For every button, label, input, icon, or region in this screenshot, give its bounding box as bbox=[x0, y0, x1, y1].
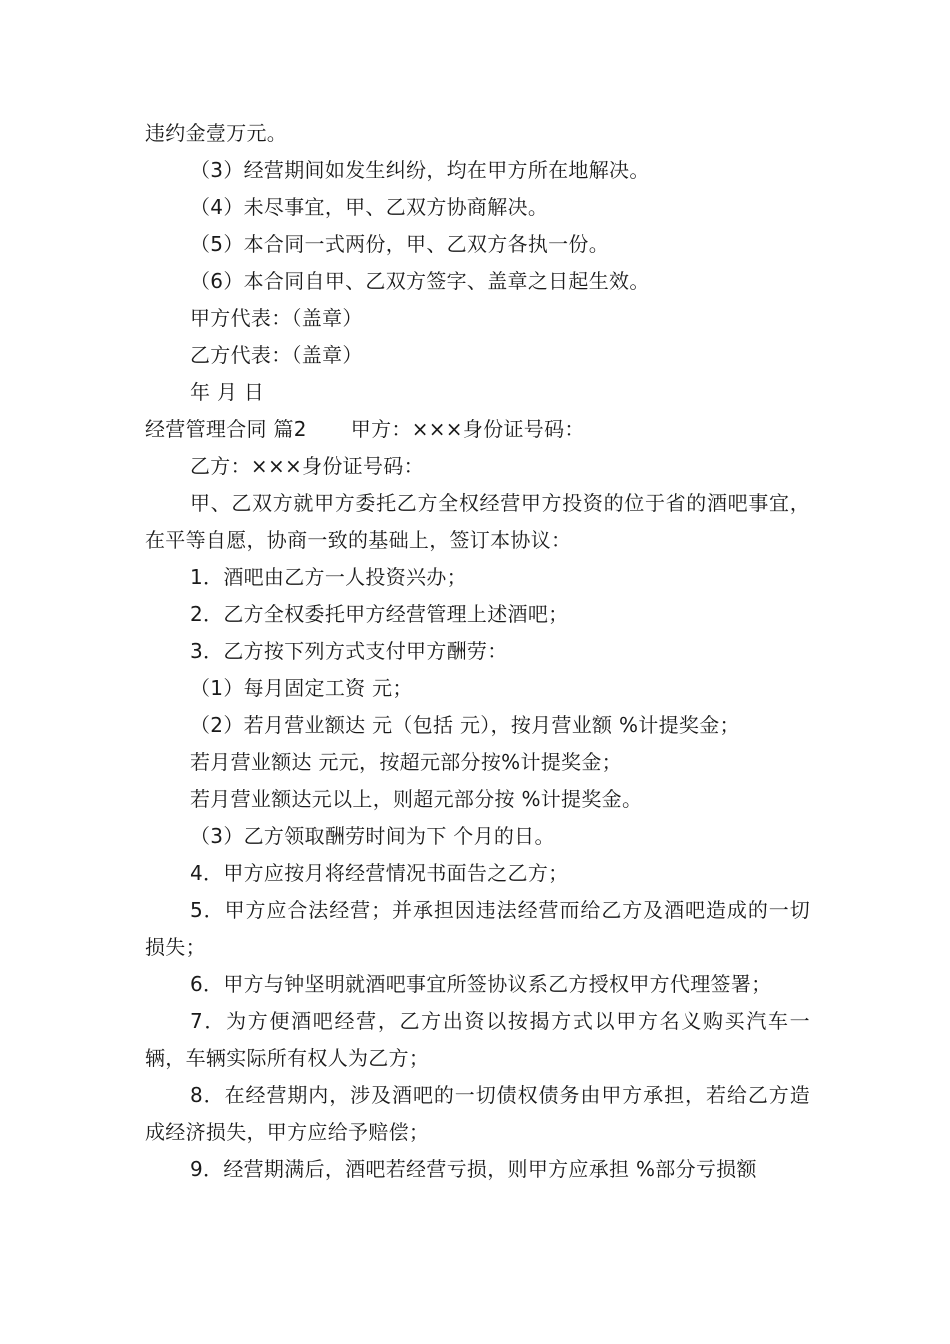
signature-party-a: 甲方代表：（盖章） bbox=[190, 306, 363, 330]
list-item: 2．乙方全权委托甲方经营管理上述酒吧； bbox=[190, 602, 569, 626]
section-title: 经营管理合同 篇2 bbox=[145, 417, 307, 441]
list-item: 若月营业额达元以上，则超元部分按 %计提奖金。 bbox=[190, 787, 643, 811]
intro-paragraph: 甲、乙双方就甲方委托乙方全权经营甲方投资的位于省的酒吧事宜，在平等自愿，协商一致的基础上，签订本协议： bbox=[145, 491, 810, 552]
signature-party-b: 乙方代表：（盖章） bbox=[190, 343, 363, 367]
list-item: （2）若月营业额达 元（包括 元），按月营业额 %计提奖金； bbox=[190, 713, 740, 737]
list-item: （1）每月固定工资 元； bbox=[190, 676, 413, 700]
signature-date: 年 月 日 bbox=[190, 380, 265, 404]
clause-line: 9．经营期满后，酒吧若经营亏损，则甲方应承担 %部分亏损额 bbox=[190, 1157, 757, 1181]
list-item: 3．乙方按下列方式支付甲方酬劳： bbox=[190, 639, 508, 663]
document-body bbox=[145, 115, 810, 1188]
clause-paragraph: 8．在经营期内，涉及酒吧的一切债权债务由甲方承担，若给乙方造成经济损失，甲方应给予赔偿； bbox=[145, 1083, 810, 1144]
party-a-field: 甲方：×××身份证号码： bbox=[350, 417, 585, 441]
clause-paragraph: 7．为方便酒吧经营，乙方出资以按揭方式以甲方名义购买汽车一辆，车辆实际所有权人为乙方； bbox=[145, 1009, 810, 1070]
list-item: （3）乙方领取酬劳时间为下 个月的日。 bbox=[190, 824, 555, 848]
list-item: 1．酒吧由乙方一人投资兴办； bbox=[190, 565, 467, 589]
list-item: 4．甲方应按月将经营情况书面告之乙方； bbox=[190, 861, 569, 885]
section-heading-line bbox=[145, 411, 810, 448]
text-line: （4）未尽事宜，甲、乙双方协商解决。 bbox=[190, 195, 549, 219]
text-line: （5）本合同一式两份，甲、乙双方各执一份。 bbox=[190, 232, 610, 256]
clause-paragraph: 5．甲方应合法经营；并承担因违法经营而给乙方及酒吧造成的一切损失； bbox=[145, 898, 810, 959]
text-line: 违约金壹万元。 bbox=[145, 121, 288, 145]
text-line: （3）经营期间如发生纠纷，均在甲方所在地解决。 bbox=[190, 158, 650, 182]
party-b-field: 乙方：×××身份证号码： bbox=[190, 454, 424, 478]
text-line: （6）本合同自甲、乙双方签字、盖章之日起生效。 bbox=[190, 269, 650, 293]
clause-line: 6．甲方与钟坚明就酒吧事宜所签协议系乙方授权甲方代理签署； bbox=[190, 972, 772, 996]
list-item: 若月营业额达 元元，按超元部分按%计提奖金； bbox=[190, 750, 622, 774]
